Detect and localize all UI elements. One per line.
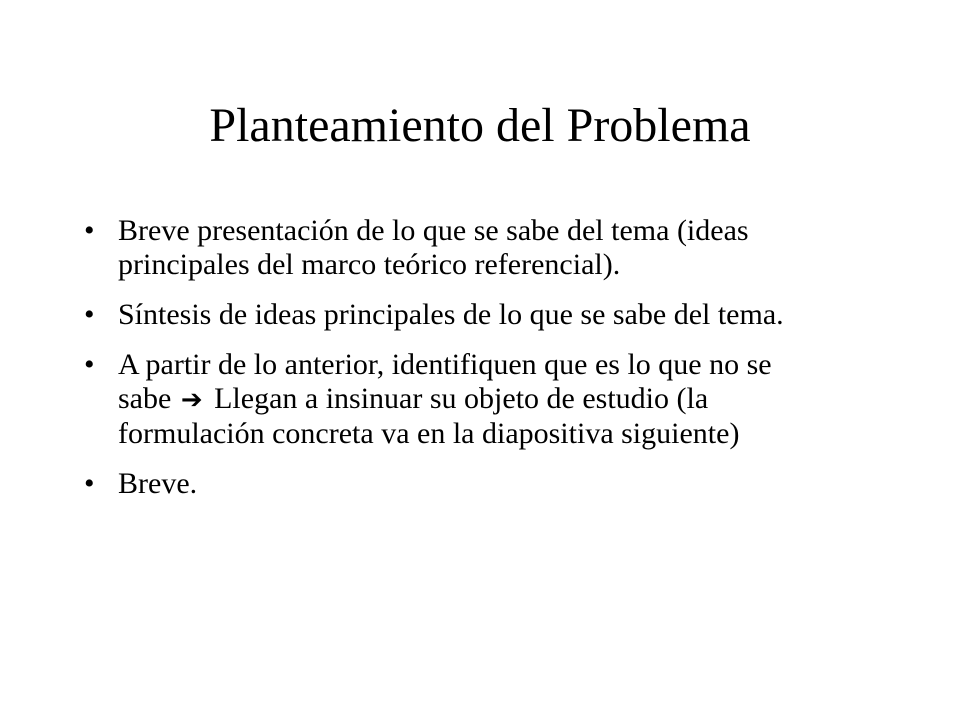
bullet-item xyxy=(84,298,824,332)
bullet-item xyxy=(84,467,824,501)
bullet-dot-icon: • xyxy=(84,214,95,247)
right-arrow-icon: ➔ xyxy=(180,385,203,415)
bullet-dot-icon: • xyxy=(84,467,95,500)
bullet-list xyxy=(84,214,824,517)
bullet-text-before-arrow: A partir de lo anterior, identifiquen que es lo que no se sabe xyxy=(118,348,772,415)
bullet-dot-icon: • xyxy=(84,298,95,331)
bullet-text: Breve. xyxy=(118,467,198,500)
slide-title: Planteamiento del Problema xyxy=(209,99,751,152)
bullet-item xyxy=(84,214,824,282)
bullet-item xyxy=(84,348,824,451)
bullet-dot-icon: • xyxy=(84,348,95,381)
bullet-text: Síntesis de ideas principales de lo que se sabe del tema. xyxy=(118,298,784,331)
bullet-text-after-arrow: Llegan a insinuar su objeto de estudio (la formulación concreta va en la diapositiva siguiente) xyxy=(118,382,740,450)
bullet-text: Breve presentación de lo que se sabe del tema (ideas principales del marco teórico referencial). xyxy=(118,214,749,281)
